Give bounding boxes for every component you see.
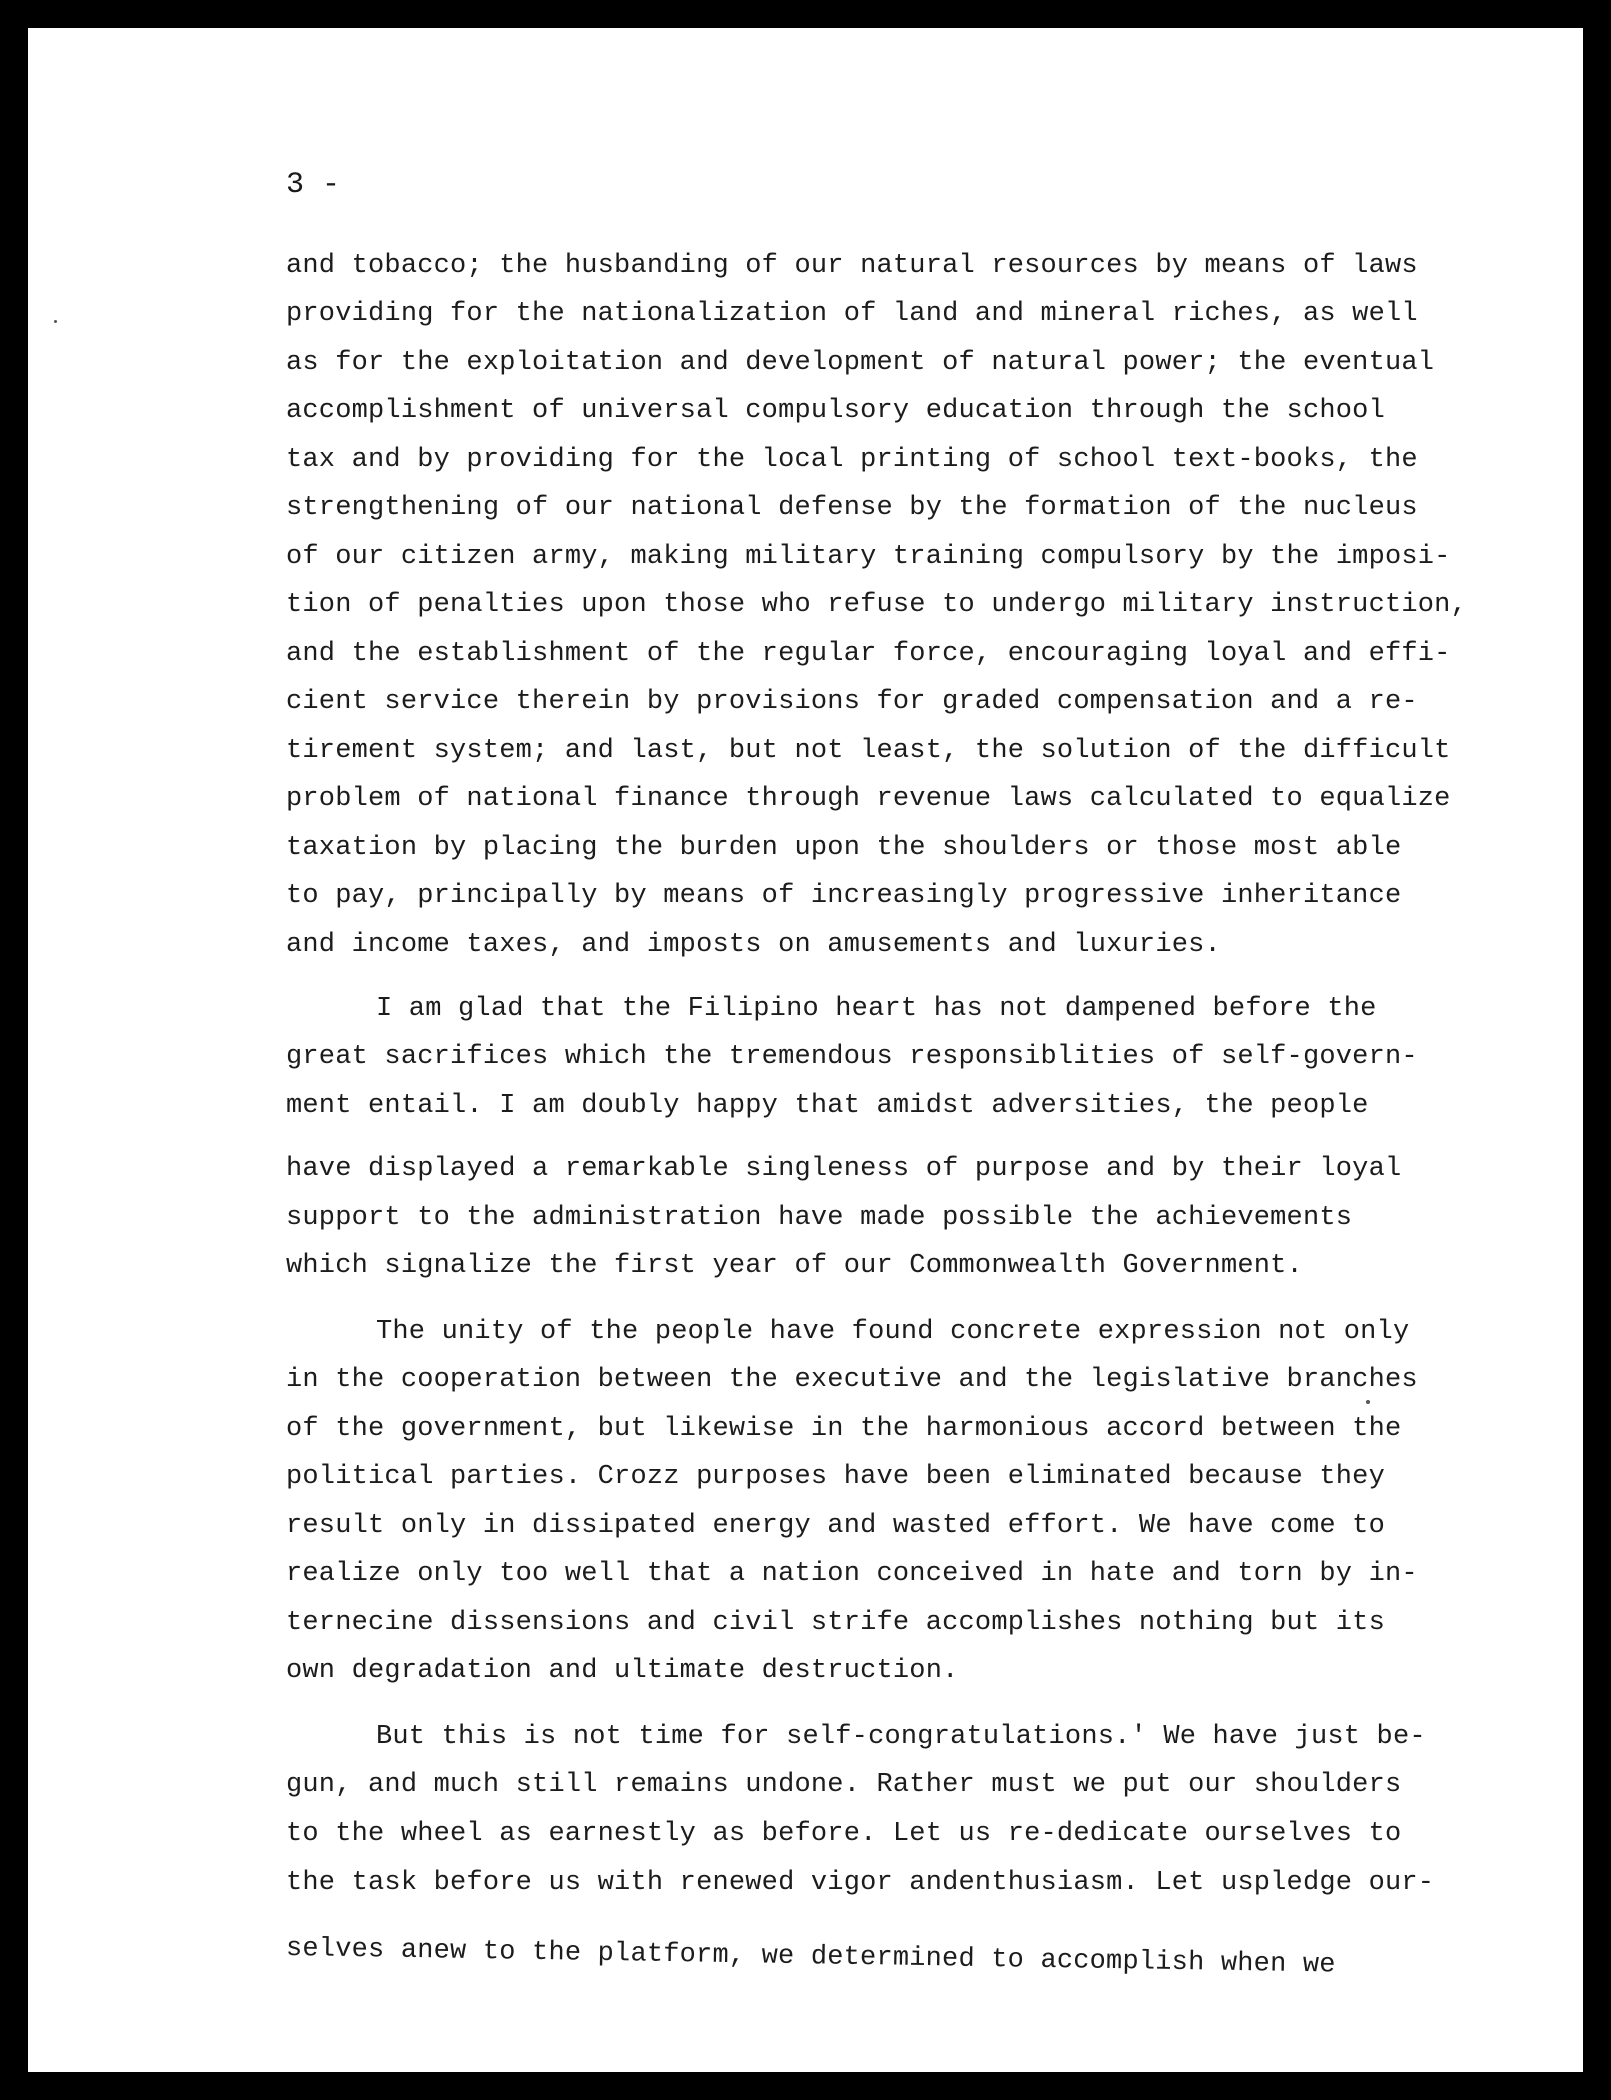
text-line: tion of penalties upon those who refuse to undergo military instruction, <box>286 590 1467 620</box>
text-line: in the cooperation between the executive and the legislative branches <box>286 1365 1418 1395</box>
text-line: result only in dissipated energy and wasted effort. We have come to <box>286 1511 1385 1541</box>
document-page <box>28 28 1583 2072</box>
text-line: realize only too well that a nation conceived in hate and torn by in- <box>286 1559 1418 1589</box>
text-line: to the wheel as earnestly as before. Let us re-dedicate ourselves to <box>286 1819 1402 1849</box>
text-line: support to the administration have made possible the achievements <box>286 1203 1353 1233</box>
text-line: I am glad that the Filipino heart has not dampened before the <box>376 994 1377 1024</box>
text-line: The unity of the people have found concrete expression not only <box>376 1317 1410 1347</box>
text-line: cient service therein by provisions for graded compensation and a re- <box>286 687 1418 717</box>
text-line: as for the exploitation and development of natural power; the eventual <box>286 348 1435 378</box>
text-line: political parties. Crozz purposes have been eliminated because they <box>286 1462 1385 1492</box>
text-line: accomplishment of universal compulsory education through the school <box>286 396 1385 426</box>
scan-speck <box>54 320 57 323</box>
text-line: have displayed a remarkable singleness of purpose and by their loyal <box>286 1154 1402 1184</box>
text-line: But this is not time for self-congratulations.' We have just be- <box>376 1722 1426 1752</box>
text-line: tax and by providing for the local printing of school text-books, the <box>286 445 1418 475</box>
text-line: of our citizen army, making military training compulsory by the imposi- <box>286 542 1451 572</box>
text-line: and income taxes, and imposts on amusements and luxuries. <box>286 930 1221 960</box>
text-line: tirement system; and last, but not least, the solution of the difficult <box>286 736 1451 766</box>
text-line: of the government, but likewise in the harmonious accord between the <box>286 1414 1402 1444</box>
text-line: gun, and much still remains undone. Rather must we put our shoulders <box>286 1770 1402 1800</box>
text-line: ternecine dissensions and civil strife accomplishes nothing but its <box>286 1608 1385 1638</box>
text-line: and the establishment of the regular force, encouraging loyal and effi- <box>286 639 1451 669</box>
text-line: the task before us with renewed vigor andenthusiasm. Let uspledge our- <box>286 1868 1435 1898</box>
text-line: which signalize the first year of our Commonwealth Government. <box>286 1251 1303 1281</box>
text-line: problem of national finance through revenue laws calculated to equalize <box>286 784 1451 814</box>
text-line: taxation by placing the burden upon the shoulders or those most able <box>286 833 1402 863</box>
text-line: selves anew to the platform, we determined to accomplish when we <box>285 1934 1336 1981</box>
page-number: 3 - <box>286 168 341 202</box>
text-line: providing for the nationalization of land and mineral riches, as well <box>286 299 1418 329</box>
text-line: ment entail. I am doubly happy that amidst adversities, the people <box>286 1091 1369 1121</box>
scan-speck <box>1366 1400 1370 1404</box>
text-line: strengthening of our national defense by the formation of the nucleus <box>286 493 1418 523</box>
text-line: own degradation and ultimate destruction. <box>286 1656 959 1686</box>
text-line: great sacrifices which the tremendous responsiblities of self-govern- <box>286 1042 1418 1072</box>
text-line: to pay, principally by means of increasingly progressive inheritance <box>286 881 1402 911</box>
text-line: and tobacco; the husbanding of our natural resources by means of laws <box>286 251 1418 281</box>
